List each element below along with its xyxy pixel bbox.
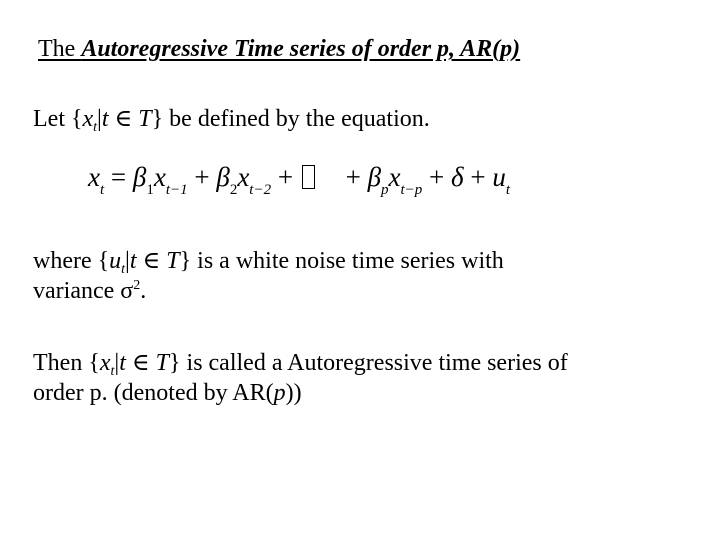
text-fragment: variance xyxy=(33,278,121,304)
text-fragment: order p. (denoted by AR( xyxy=(33,380,274,406)
eq-x: x xyxy=(153,162,166,192)
element-of-symbol: ∈ xyxy=(136,248,167,274)
eq-beta: β xyxy=(132,162,147,192)
definition-paragraph xyxy=(33,104,430,134)
eq-x: x xyxy=(237,162,250,192)
text-fragment: | xyxy=(114,350,120,376)
eq-sub: t xyxy=(505,182,510,198)
eq-beta: β xyxy=(216,162,230,192)
missing-glyph-box-icon xyxy=(302,165,315,189)
sigma-symbol: σ xyxy=(120,278,134,304)
element-of-symbol: ∈ xyxy=(125,350,156,376)
text-fragment: } is a white noise time series with xyxy=(179,248,504,274)
sub-t: t xyxy=(93,120,98,135)
eq-plus: + xyxy=(463,162,493,192)
slide-title xyxy=(38,36,520,63)
ar-equation xyxy=(88,162,510,198)
title-italic: Autoregressive Time series of order p, AR(p) xyxy=(81,36,521,62)
eq-delta: δ xyxy=(451,162,464,192)
eq-plus: + xyxy=(271,162,300,192)
eq-u: u xyxy=(492,162,506,192)
var-x: x xyxy=(99,350,111,376)
eq-plus: + xyxy=(187,162,217,192)
text-fragment: where { xyxy=(33,248,110,274)
white-noise-paragraph xyxy=(33,246,504,306)
var-T: T xyxy=(138,106,152,132)
eq-sub: t−2 xyxy=(249,182,272,198)
eq-sub: p xyxy=(381,182,389,198)
text-fragment: . xyxy=(140,278,147,304)
text-fragment: Let { xyxy=(33,106,83,132)
eq-sub: t−p xyxy=(400,182,423,198)
eq-beta: β xyxy=(367,162,382,192)
text-fragment: )) xyxy=(285,380,302,406)
eq-sub: t−1 xyxy=(165,182,188,198)
text-fragment: } is called a Autoregressive time series of xyxy=(169,350,568,376)
eq-x: x xyxy=(88,162,100,192)
var-x: x xyxy=(82,106,94,132)
eq-plus: + xyxy=(422,162,452,192)
var-u: u xyxy=(109,248,122,274)
sub-t: t xyxy=(110,364,115,379)
var-T: T xyxy=(166,248,180,274)
superscript-2: 2 xyxy=(133,278,141,293)
var-T: T xyxy=(155,350,169,376)
sub-t: t xyxy=(121,262,126,277)
eq-sub: 1 xyxy=(146,182,154,198)
eq-x: x xyxy=(388,162,401,192)
var-t: t xyxy=(101,106,109,132)
text-fragment: | xyxy=(97,106,102,132)
var-p: p xyxy=(273,380,286,406)
element-of-symbol: ∈ xyxy=(108,106,139,132)
text-fragment: } be defined by the equation. xyxy=(151,106,430,132)
eq-sub: 2 xyxy=(229,182,238,198)
eq-equals: = xyxy=(104,162,133,192)
conclusion-paragraph xyxy=(33,348,568,408)
text-fragment: Then { xyxy=(33,350,100,376)
eq-plus: + xyxy=(338,162,368,192)
eq-sub: t xyxy=(99,182,105,198)
text-fragment: | xyxy=(125,248,130,274)
var-t: t xyxy=(129,248,137,274)
var-t: t xyxy=(119,350,126,376)
title-prefix: The xyxy=(38,36,82,62)
